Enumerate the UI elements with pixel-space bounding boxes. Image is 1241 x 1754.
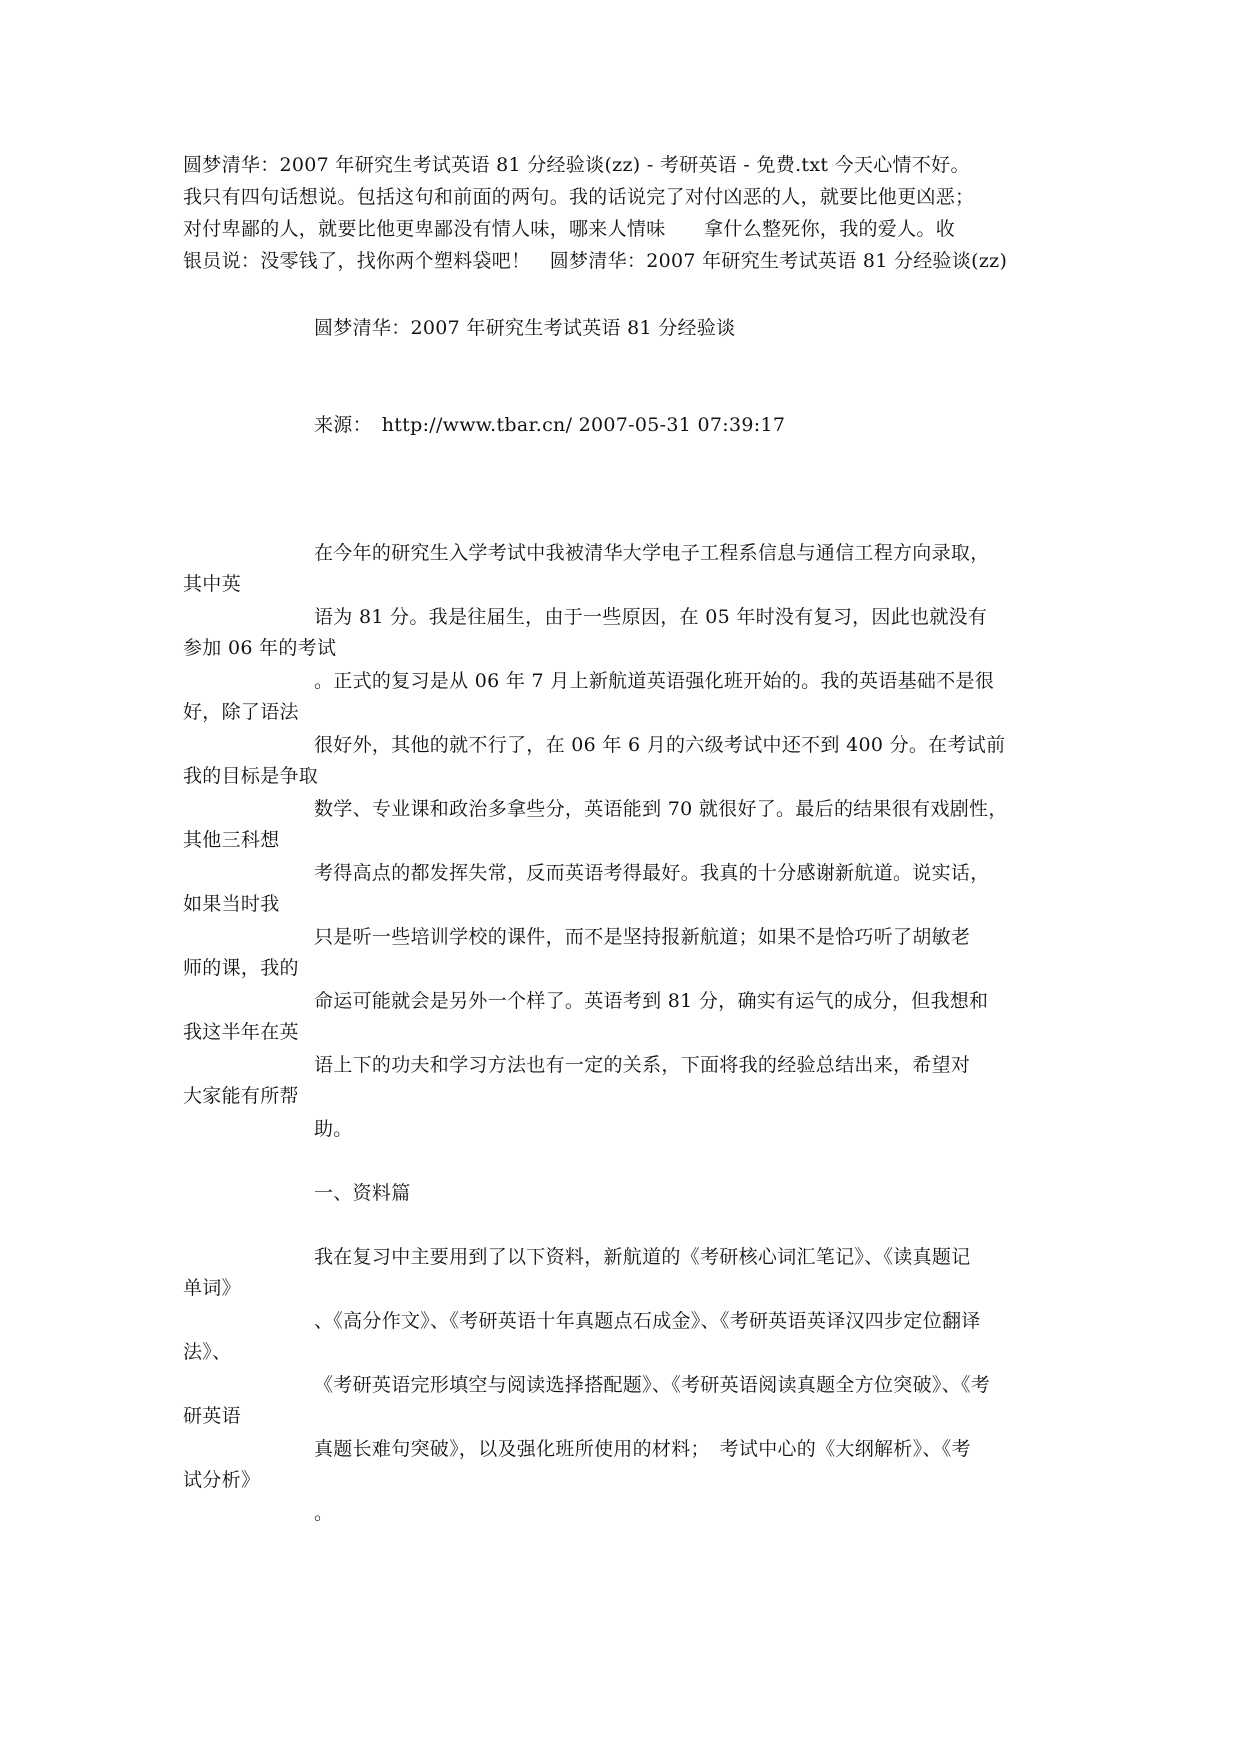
intro-line-wrap: 其中英 [183,573,241,595]
header-line: 我只有四句话想说。包括这句和前面的两句。我的话说完了对付凶恶的人，就要比他更凶恶； [183,186,975,208]
section-line-wrap: 试分析》 [183,1469,261,1491]
intro-line: 语为 81 分。我是往届生，由于一些原因，在 05 年时没有复习，因此也就没有 [314,606,988,628]
article-source: 来源： http://www.tbar.cn/ 2007-05-31 07:39:17 [314,414,786,436]
intro-line-wrap: 我的目标是争取 [183,765,319,787]
intro-line: 很好外，其他的就不行了，在 06 年 6 月的六级考试中还不到 400 分。在考试前 [314,734,1006,756]
intro-line: 。正式的复习是从 06 年 7 月上新航道英语强化班开始的。我的英语基础不是很 [314,670,995,692]
section-line: 我在复习中主要用到了以下资料，新航道的《考研核心词汇笔记》、《读真题记 [314,1246,971,1268]
header-line: 银员说：没零钱了，找你两个塑料袋吧！ 圆梦清华：2007 年研究生考试英语 81 分经验谈(zz) [183,250,1008,272]
header-line: 对付卑鄙的人，就要比他更卑鄙没有情人味，哪来人情味 拿什么整死你，我的爱人。收 [183,218,956,240]
intro-line: 语上下的功夫和学习方法也有一定的关系，下面将我的经验总结出来，希望对 [314,1054,971,1076]
article-title: 圆梦清华：2007 年研究生考试英语 81 分经验谈 [314,317,736,339]
section-line: 《考研英语完形填空与阅读选择搭配题》、《考研英语阅读真题全方位突破》、《考 [314,1374,991,1396]
intro-line: 考得高点的都发挥失常，反而英语考得最好。我真的十分感谢新航道。说实话， [314,862,990,884]
intro-line-wrap: 其他三科想 [183,829,280,851]
section-line-wrap: 研英语 [183,1405,241,1427]
section-heading: 一、资料篇 [314,1182,411,1204]
intro-line-wrap: 好，除了语法 [183,701,299,723]
intro-line-wrap: 我这半年在英 [183,1021,299,1043]
section-line-wrap: 单词》 [183,1277,241,1299]
section-line: 、《高分作文》、《考研英语十年真题点石成金》、《考研英语英译汉四步定位翻译 [314,1310,981,1332]
intro-line-wrap: 参加 06 年的考试 [183,637,337,659]
section-line-wrap: 法》、 [183,1341,232,1363]
intro-line: 数学、专业课和政治多拿些分，英语能到 70 就很好了。最后的结果很有戏剧性， [314,798,1008,820]
intro-line-wrap: 如果当时我 [183,893,280,915]
section-line: 真题长难句突破》，以及强化班所使用的材料； 考试中心的《大纲解析》、《考 [314,1438,971,1460]
intro-line-wrap: 大家能有所帮 [183,1085,299,1107]
intro-line-end: 助。 [314,1118,353,1140]
intro-line: 只是听一些培训学校的课件，而不是坚持报新航道；如果不是恰巧听了胡敏老 [314,926,971,948]
intro-line: 在今年的研究生入学考试中我被清华大学电子工程系信息与通信工程方向录取， [314,542,990,564]
intro-line: 命运可能就会是另外一个样了。英语考到 81 分，确实有运气的成分，但我想和 [314,990,989,1012]
header-line: 圆梦清华：2007 年研究生考试英语 81 分经验谈(zz) - 考研英语 - 免费.txt 今天心情不好。 [183,154,970,176]
section-line-end: 。 [314,1502,334,1524]
intro-line-wrap: 师的课，我的 [183,957,299,979]
